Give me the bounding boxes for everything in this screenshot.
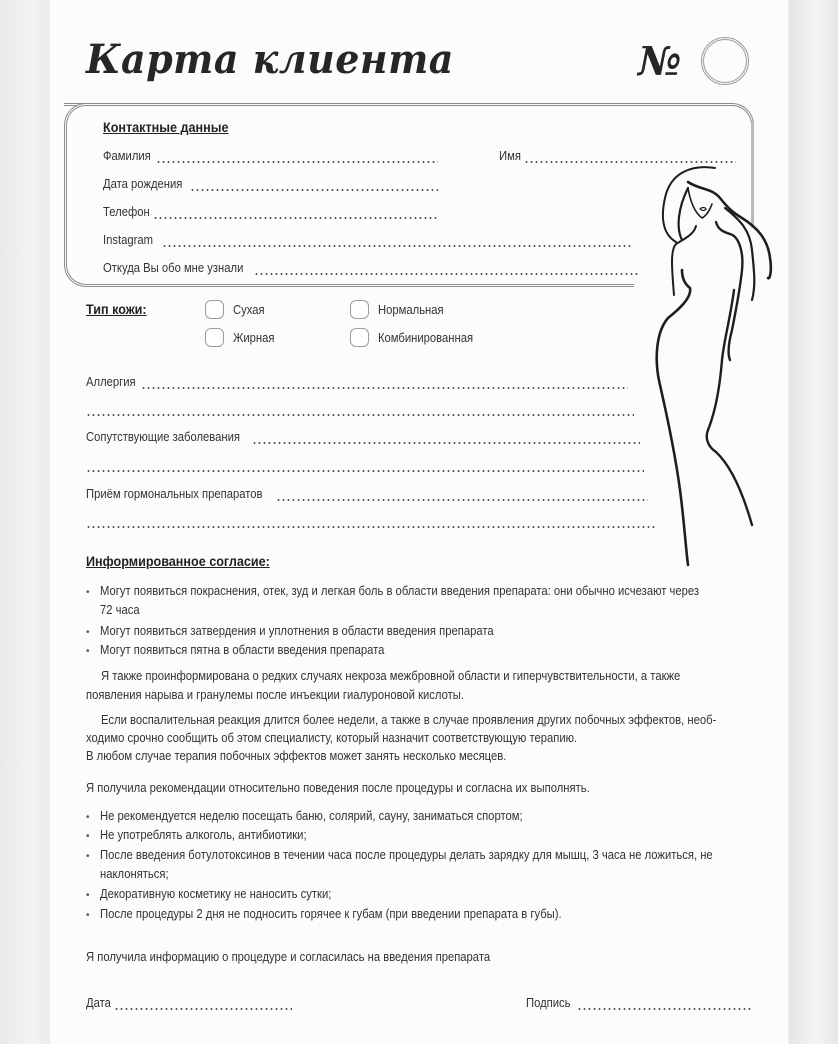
skin-type-heading: Тип кожи:	[86, 301, 147, 317]
phone-label: Телефон	[103, 205, 150, 219]
date-input[interactable]	[114, 1008, 292, 1010]
face-stroke	[688, 188, 712, 218]
number-label: №	[638, 38, 682, 85]
surname-input[interactable]	[156, 161, 438, 163]
source-label: Откуда Вы обо мне узнали	[103, 261, 244, 275]
bullet-icon: •	[86, 851, 90, 862]
bullet-icon: •	[86, 646, 90, 657]
recommendation-item-3: После введения ботулотоксинов в течении часа после процедуры делать зарядку для мышц, 3 часа не ложиться, не	[100, 848, 713, 862]
hair-inner-stroke	[679, 188, 688, 240]
recommendation-item-4: Декоративную косметику не наносить сутки;	[100, 887, 332, 901]
phone-input[interactable]	[153, 217, 438, 219]
final-consent-statement: Я получила информацию о процедуре и согласилась на введения препарата	[86, 950, 491, 964]
body-right-stroke	[707, 290, 752, 525]
page-title: Карта клиента	[86, 36, 454, 83]
surname-label: Фамилия	[103, 149, 151, 163]
risk-item-1: Могут появиться покраснения, отек, зуд и легкая боль в области введения препарата: они обычно исчезают через	[100, 584, 700, 598]
contact-heading: Контактные данные	[103, 119, 229, 135]
contact-box-top-border	[64, 103, 734, 106]
name-label: Имя	[499, 149, 521, 163]
arm-right-stroke	[716, 222, 742, 360]
contact-box-left-border	[64, 124, 67, 266]
allergy-input[interactable]	[141, 387, 628, 389]
bullet-icon: •	[86, 587, 90, 598]
bullet-icon: •	[86, 890, 90, 901]
instagram-input[interactable]	[162, 245, 632, 247]
necrosis-paragraph-line2: появления нарыва и гранулемы после инъекции гиалуроновой кислоты.	[86, 688, 464, 702]
signature-input[interactable]	[577, 1008, 753, 1010]
body-left-stroke	[657, 270, 690, 565]
checkbox-combination[interactable]	[350, 328, 369, 347]
hair-right-stroke	[688, 182, 771, 278]
recommendation-item-1: Не рекомендуется неделю посещать баню, солярий, сауну, заниматься спортом;	[100, 809, 523, 823]
diseases-label: Сопутствующие заболевания	[86, 430, 241, 444]
allergy-input-line2[interactable]	[86, 414, 634, 416]
option-combination-label: Комбинированная	[378, 331, 474, 345]
birth-date-input[interactable]	[190, 189, 438, 191]
woman-silhouette-illustration	[620, 160, 780, 570]
checkbox-oily[interactable]	[205, 328, 224, 347]
recommendations-intro: Я получила рекомендации относительно поведения после процедуры и согласна их выполнять.	[86, 781, 590, 795]
hormones-input[interactable]	[276, 499, 648, 501]
bullet-icon: •	[86, 831, 90, 842]
consent-heading: Информированное согласие:	[86, 553, 270, 569]
option-dry-label: Сухая	[233, 303, 265, 317]
birth-date-label: Дата рождения	[103, 177, 183, 191]
bullet-icon: •	[86, 627, 90, 638]
signature-label: Подпись	[526, 996, 571, 1010]
hair-left-stroke	[663, 167, 715, 242]
risk-item-3: Могут появиться пятна в области введения препарата	[100, 643, 385, 657]
recommendation-item-3-cont: наклоняться;	[100, 867, 169, 881]
hormones-input-line2[interactable]	[86, 526, 656, 528]
instagram-label: Instagram	[103, 233, 154, 247]
allergy-label: Аллергия	[86, 375, 136, 389]
client-number-field[interactable]	[701, 37, 749, 85]
necrosis-paragraph-line1: Я также проинформирована о редких случаях некроза межбровной области и гиперчувствительности, а также	[101, 669, 681, 683]
option-normal-label: Нормальная	[378, 303, 444, 317]
risk-item-2: Могут появиться затвердения и уплотнения в области введения препарата	[100, 624, 494, 638]
checkbox-dry[interactable]	[205, 300, 224, 319]
option-oily-label: Жирная	[233, 331, 275, 345]
inflammation-paragraph-line3: В любом случае терапия побочных эффектов может занять несколько месяцев.	[86, 749, 507, 763]
diseases-input[interactable]	[252, 442, 640, 444]
shoulder-left-stroke	[672, 226, 696, 295]
hormones-label: Приём гормональных препаратов	[86, 487, 263, 501]
lips-icon	[700, 208, 706, 211]
date-label: Дата	[86, 996, 111, 1010]
recommendation-item-5: После процедуры 2 дня не подносить горячее к губам (при введении препарата в губы).	[100, 907, 562, 921]
source-input[interactable]	[254, 273, 638, 275]
inflammation-paragraph-line1: Если воспалительная реакция длится более недели, а также в случае проявления других побочных эффектов, необ-	[101, 713, 717, 727]
diseases-input-line2[interactable]	[86, 470, 644, 472]
risk-item-1-cont: 72 часа	[100, 603, 140, 617]
bullet-icon: •	[86, 812, 90, 823]
recommendation-item-2: Не употреблять алкоголь, антибиотики;	[100, 828, 307, 842]
bullet-icon: •	[86, 910, 90, 921]
inflammation-paragraph-line2: ходимо срочно сообщить об этом специалисту, который назначит соответствующую терапию.	[86, 731, 578, 745]
checkbox-normal[interactable]	[350, 300, 369, 319]
